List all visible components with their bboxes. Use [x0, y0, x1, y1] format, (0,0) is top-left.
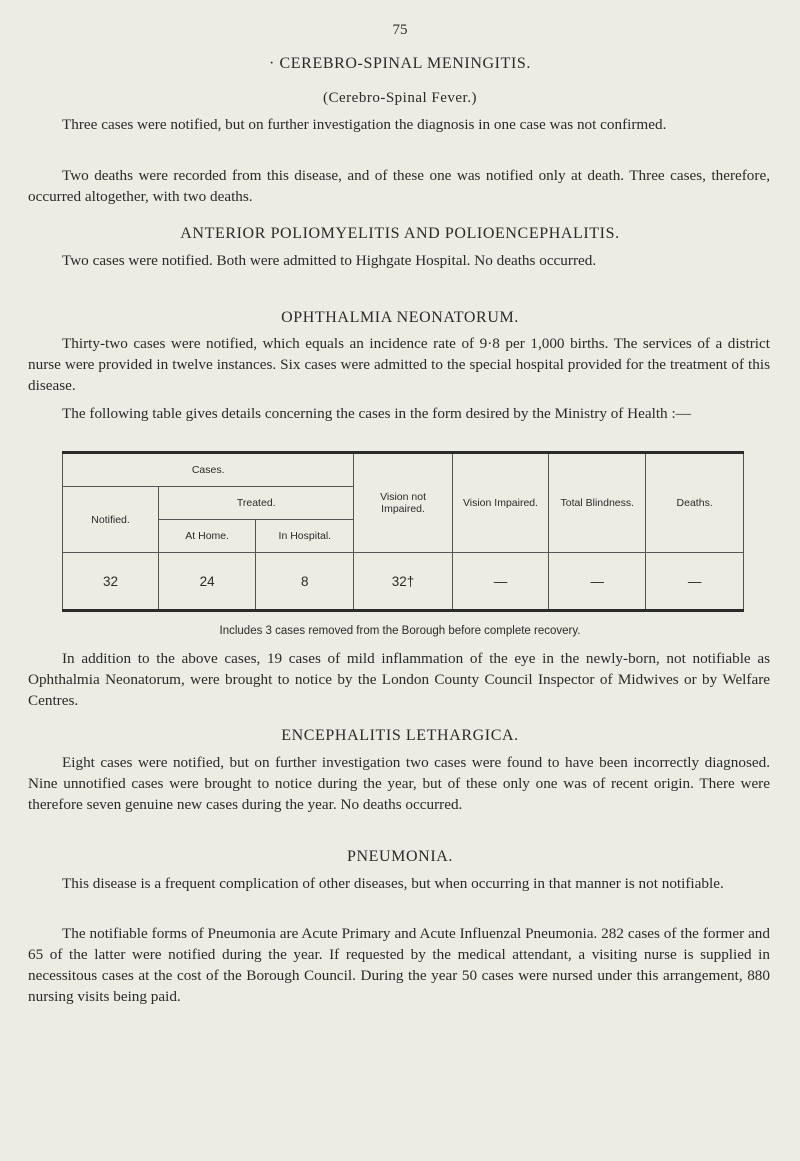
paragraph-pneumonia-2: The notifiable forms of Pneumonia are Acute Primary and Acute Influenzal Pneumonia. 282 cases of the former and 65 of the latter were notified during the year. If requested by the medical attendant, a visiting nurse is supplied in necessitous cases at the cost of the Borough Council. During the year 50 cases were nursed under this arrangement, 880 nursing visits being paid. [28, 925, 770, 1005]
header-notified: Notified. [63, 487, 159, 553]
paragraph-csm-2: Two deaths were recorded from this disease, and of these one was notified only at death. Three cases, therefore, occurred altogether, with two deaths. [28, 167, 770, 205]
heading-encephalitis-lethargica: ENCEPHALITIS LETHARGICA. [281, 727, 519, 744]
paragraph-polio-1: Two cases were notified. Both were admitted to Highgate Hospital. No deaths occurred. [62, 252, 597, 269]
cell-vision-not-impaired: 32† [354, 553, 452, 611]
cell-at-home: 24 [159, 553, 256, 611]
header-total-blindness: Total Blindness. [549, 453, 646, 553]
cell-vision-impaired: — [452, 553, 549, 611]
page-number: 75 [392, 22, 408, 38]
subheading-cerebro-spinal-fever: (Cerebro-Spinal Fever.) [323, 90, 477, 106]
paragraph-csm-1: Three cases were notified, but on further investigation the diagnosis in one case was not confirmed. [62, 116, 667, 133]
cell-deaths: — [646, 553, 744, 611]
cell-total-blindness: — [549, 553, 646, 611]
heading-ophthalmia-neonatorum: OPHTHALMIA NEONATORUM. [281, 309, 519, 326]
header-in-hospital: In Hospital. [256, 520, 354, 553]
cell-notified: 32 [63, 553, 159, 611]
header-vision-impaired: Vision Impaired. [452, 453, 549, 553]
paragraph-ophthalmia-2: The following table gives details concerning the cases in the form desired by the Ministry of Health :— [62, 405, 691, 422]
header-at-home: At Home. [159, 520, 256, 553]
paragraph-pneumonia-1: This disease is a frequent complication of other diseases, but when occurring in that manner is not notifiable. [62, 875, 724, 892]
table-footnote: Includes 3 cases removed from the Borough before complete recovery. [219, 625, 581, 637]
table-row [63, 553, 744, 611]
paragraph-encephalitis-1: Eight cases were notified, but on further investigation two cases were found to have been incorrectly diagnosed. Nine unnotified cases were brought to notice during the year, but of these only one was of recent origin. There were therefore seven genuine new cases during the year. No deaths occurred. [28, 754, 770, 813]
heading-pneumonia: PNEUMONIA. [347, 848, 453, 865]
heading-cerebro-spinal-meningitis: · CEREBRO-SPINAL MENINGITIS. [269, 55, 531, 72]
cell-in-hospital: 8 [256, 553, 354, 611]
paragraph-ophthalmia-1: Thirty-two cases were notified, which equals an incidence rate of 9·8 per 1,000 births. The services of a district nurse were provided in twelve instances. Six cases were admitted to the special hospital provided for the treatment of this disease. [28, 335, 770, 394]
ophthalmia-cases-table [62, 451, 744, 612]
heading-anterior-poliomyelitis: ANTERIOR POLIOMYELITIS AND POLIOENCEPHALITIS. [180, 225, 620, 242]
header-vision-not-impaired: Vision not Impaired. [354, 453, 452, 553]
header-deaths: Deaths. [646, 453, 744, 553]
paragraph-ophthalmia-3: In addition to the above cases, 19 cases of mild inflammation of the eye in the newly-born, not notifiable as Ophthalmia Neonatorum, were brought to notice by the London County Council Inspector of Midwives or by Welfare Centres. [28, 650, 770, 709]
header-cases: Cases. [63, 453, 354, 487]
header-treated: Treated. [159, 487, 354, 520]
